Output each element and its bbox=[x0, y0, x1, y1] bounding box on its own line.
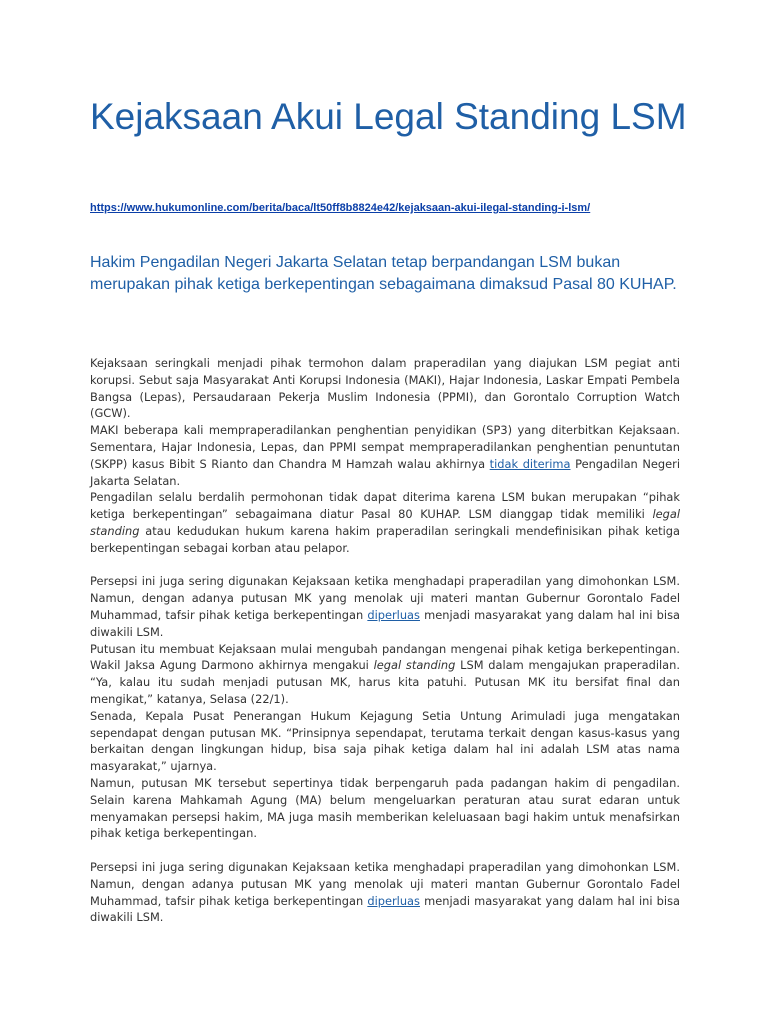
paragraph-text: MAKI beberapa kali mempraperadilankan penghentian penyidikan (SP3) yang diterbitkan Kejaksaan. Sementara, Hajar Indonesia, Lepas, dan PPMI sempat mempraperadilankan penghentian penuntutan (SKPP) kasus Bibit S Rianto dan Chandra M Hamzah walau akhirnya bbox=[90, 423, 680, 471]
body-paragraph bbox=[90, 489, 680, 556]
article-lead: Hakim Pengadilan Negeri Jakarta Selatan tetap berpandangan LSM bukan merupakan pihak ketiga berkepentingan sebagaimana dimaksud Pasal 80 KUHAP. bbox=[90, 254, 677, 293]
body-paragraph bbox=[90, 422, 680, 489]
paragraph-text: atau kedudukan hukum karena hakim praperadilan seringkali mendefinisikan pihak ketiga berkepentingan sebagai korban atau pelapor. bbox=[90, 523, 680, 555]
article-title: Kejaksaan Akui Legal Standing LSM bbox=[90, 96, 687, 137]
italic-term: legal standing bbox=[90, 507, 680, 538]
paragraph-text: Namun, putusan MK tersebut sepertinya tidak berpengaruh pada padangan hakim di pengadilan. Selain karena Mahkamah Agung (MA) belum mengeluarkan peraturan atau surat edaran untuk menyamakan persepsi hakim, MA juga masih memberikan keleluasaan bagi hakim untuk menafsirkan pihak ketiga berkepentingan. bbox=[90, 775, 680, 841]
body-paragraph bbox=[90, 859, 680, 926]
paragraph-text: Persepsi ini juga sering digunakan Kejaksaan ketika menghadapi praperadilan yang dimohonkan LSM. Namun, dengan adanya putusan MK yang menolak uji materi mantan Gubernur Gorontalo Fadel Muhammad, tafsir pihak ketiga berkepentingan bbox=[90, 574, 680, 622]
tidak-diterima-link[interactable]: tidak diterima bbox=[489, 456, 571, 471]
source-url-link[interactable]: https://www.hukumonline.com/berita/baca/lt50ff8b8824e42/kejaksaan-akui-ilegal-standing-i-lsm/ bbox=[90, 202, 591, 214]
body-paragraph bbox=[90, 708, 680, 775]
diperluas-link[interactable]: diperluas bbox=[367, 607, 420, 622]
paragraph-text: Putusan itu membuat Kejaksaan mulai mengubah pandangan mengenai pihak ketiga berkepentingan. Wakil Jaksa Agung Darmono akhirnya mengakui bbox=[90, 641, 680, 673]
paragraph-text: Pengadilan Negeri Jakarta Selatan. bbox=[90, 456, 680, 488]
body-paragraph bbox=[90, 775, 680, 842]
paragraph-text: Persepsi ini juga sering digunakan Kejaksaan ketika menghadapi praperadilan yang dimohonkan LSM. Namun, dengan adanya putusan MK yang menolak uji materi mantan Gubernur Gorontalo Fadel Muhammad, tafsir pihak ketiga berkepentingan bbox=[90, 859, 680, 908]
paragraph-text: Senada, Kepala Pusat Penerangan Hukum Kejagung Setia Untung Arimuladi juga mengatakan sependapat dengan putusan MK. “Prinsipnya sependapat, terutama terkait dengan kasus-kasus yang berkaitan dengan lingkungan hidup, bisa saja pihak ketiga dalam hal ini adalah LSM atas nama masyarakat,” ujarnya. bbox=[90, 708, 680, 774]
paragraph-text: LSM dalam mengajukan praperadilan. “Ya, kalau itu sudah menjadi putusan MK, harus kita patuhi. Putusan MK itu bersifat final dan mengikat,” katanya, Selasa (22/1). bbox=[90, 658, 680, 706]
diperluas-link[interactable]: diperluas bbox=[367, 893, 420, 908]
body-paragraph bbox=[90, 641, 680, 708]
body-paragraph bbox=[90, 573, 680, 640]
paragraph-text: Kejaksaan seringkali menjadi pihak termohon dalam praperadilan yang diajukan LSM pegiat anti korupsi. Sebut saja Masyarakat Anti Korupsi Indonesia (MAKI), Hajar Indonesia, Laskar Empati Pembela Bangsa (Lepas), Persaudaraan Pekerja Muslim Indonesia (PPMI), dan Gorontalo Corruption Watch (GCW). bbox=[90, 356, 680, 421]
paragraph-text: menjadi masyarakat yang dalam hal ini bisa diwakili LSM. bbox=[90, 607, 680, 639]
body-paragraph bbox=[90, 355, 680, 422]
paragraph-text: menjadi masyarakat yang dalam hal ini bisa diwakili LSM. bbox=[90, 893, 680, 925]
paragraph-text: Pengadilan selalu berdalih permohonan tidak dapat diterima karena LSM bukan merupakan “pihak ketiga berkepentingan” sebagaimana diatur Pasal 80 KUHAP. LSM dianggap tidak memiliki bbox=[90, 490, 680, 522]
article-body bbox=[90, 355, 680, 926]
italic-term: legal standing bbox=[373, 658, 456, 673]
